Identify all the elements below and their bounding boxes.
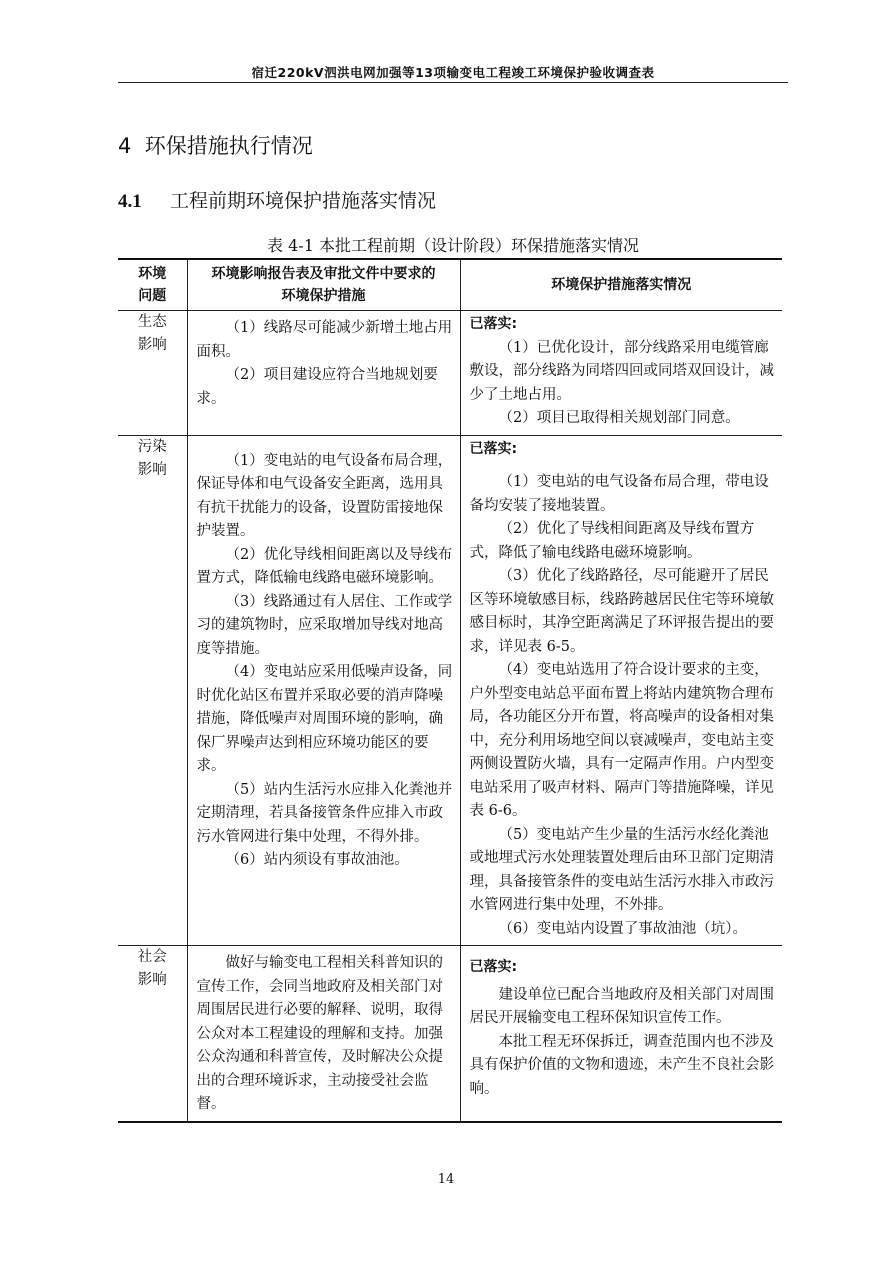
header-issue-line2: 问题: [138, 288, 167, 304]
header-req-line1: 环境影响报告表及审批文件中要求的: [211, 266, 436, 282]
header-requirements: [187, 259, 460, 311]
implementation-item: （6）变电站内设置了事故油池（坑）。: [498, 920, 747, 937]
section-heading: [118, 130, 313, 160]
table-header-row: [118, 259, 782, 311]
section-number: 4: [118, 134, 132, 158]
page-header: 宿迁220kV泗洪电网加强等13项输变电工程竣工环境保护验收调查表: [251, 65, 655, 80]
issue-line2: 影响: [137, 461, 167, 478]
implementation-item: （1）变电站的电气设备布局合理，带电设备均安装了接地装置。: [469, 474, 769, 514]
requirement-item: 做好与输变电工程相关科普知识的宣传工作，会同当地政府及相关部门对周围居民进行必要的解释、说明，取得公众对本工程建设的理解和支持。加强公众沟通和科普宣传，及时解决公众提出的合理环境诉求，主动接受社会监督。: [196, 955, 443, 1112]
table-row-ecology: [118, 311, 782, 436]
issue-line2: 影响: [137, 337, 167, 353]
requirement-item: （2）项目建设应符合当地规划要求。: [196, 367, 438, 407]
implementation-item: （1）已优化设计，部分线路采用电缆管廊敷设，部分线路为同塔四回或同塔双回设计，减少了土地占用。: [469, 339, 774, 403]
requirement-item: （3）线路通过有人居住、工作或学习的建筑物时，应采取增加导线对地高度等措施。: [196, 593, 453, 657]
header-issue: [118, 259, 187, 311]
implementation-cell: [460, 946, 782, 1122]
issue-line1: 生态: [137, 314, 167, 330]
issue-line1: 污染: [137, 438, 167, 455]
header-issue-line1: 环境: [138, 266, 167, 282]
header-req-line2: 环境保护措施: [281, 288, 366, 304]
header-rule: [118, 82, 788, 83]
implementation-item: （2）项目已取得相关规划部门同意。: [498, 410, 740, 426]
status-label: 已落实:: [469, 440, 518, 457]
requirement-item: （1）变电站的电气设备布局合理，保证导体和电气设备安全距离，选用具有抗干扰能力的设备，设置防雷接地保护装置。: [196, 452, 453, 539]
implementation-cell: [460, 435, 782, 946]
implementation-item: （5）变电站产生少量的生活污水经化粪池或地埋式污水处理装置处理后由环卫部门定期清理，具备接管条件的变电站生活污水排入市政污水管网进行集中处理，不外排。: [469, 826, 774, 913]
requirement-item: （5）站内生活污水应排入化粪池并定期清理，若具备接管条件应排入市政污水管网进行集中处理，不得外排。: [196, 781, 453, 845]
measures-table: [118, 258, 782, 1123]
requirement-item: （2）优化导线相间距离以及导线布置方式，降低输电线路电磁环境影响。: [196, 546, 453, 586]
requirement-item: （4）变电站应采用低噪声设备，同时优化站区布置并采取必要的消声降噪措施，降低噪声对周围环境的影响，确保厂界噪声达到相应环境功能区的要求。: [196, 664, 453, 774]
table-row-pollution: [118, 435, 782, 946]
requirements-cell: [187, 311, 460, 436]
page-number: 14: [437, 1172, 455, 1187]
requirement-item: （1）线路尽可能减少新增土地占用面积。: [196, 320, 453, 360]
status-label: 已落实:: [469, 316, 518, 332]
subsection-heading: [118, 186, 436, 213]
issue-line2: 影响: [137, 972, 167, 988]
requirements-cell: [187, 435, 460, 946]
subsection-title: 工程前期环境保护措施落实情况: [170, 190, 437, 212]
header-implementation: 环境保护措施落实情况: [460, 259, 782, 311]
table-caption: 表 4-1 本批工程前期（设计阶段）环保措施落实情况: [267, 236, 639, 255]
issue-cell: [118, 435, 187, 946]
section-title: 环保措施执行情况: [144, 134, 313, 158]
status-label: 已落实:: [469, 959, 518, 975]
requirements-cell: [187, 946, 460, 1122]
implementation-item: （3）优化了线路路径，尽可能避开了居民区等环境敏感目标，线路跨越居民住宅等环境敏感目标时，其净空距离满足了环评报告提出的要求，详见表 6-5。: [469, 568, 774, 655]
implementation-item: 建设单位已配合当地政府及相关部门对周围居民开展输变电工程环保知识宣传工作。: [469, 986, 774, 1026]
issue-cell: [118, 946, 187, 1122]
implementation-cell: [460, 311, 782, 436]
subsection-number: 4.1: [118, 191, 142, 212]
requirement-item: （6）站内须设有事故油池。: [225, 852, 409, 868]
issue-cell: [118, 311, 187, 436]
implementation-item: 本批工程无环保拆迁，调查范围内也不涉及具有保护价值的文物和遗迹，未产生不良社会影响。: [469, 1033, 774, 1097]
issue-line1: 社会: [137, 949, 167, 965]
table-row-social: [118, 946, 782, 1122]
implementation-item: （2）优化了导线相间距离及导线布置方式，降低了输电线路电磁环境影响。: [469, 521, 755, 561]
implementation-item: （4）变电站选用了符合设计要求的主变，户外型变电站总平面布置上将站内建筑物合理布局，各功能区分开布置，将高噪声的设备相对集中，充分利用场地空间以衰减噪声，变电站主变两侧设置防火墙，具有一定隔声作用。户内型变电站采用了吸声材料、隔声门等措施降噪，详见表 6-6。: [469, 662, 774, 819]
